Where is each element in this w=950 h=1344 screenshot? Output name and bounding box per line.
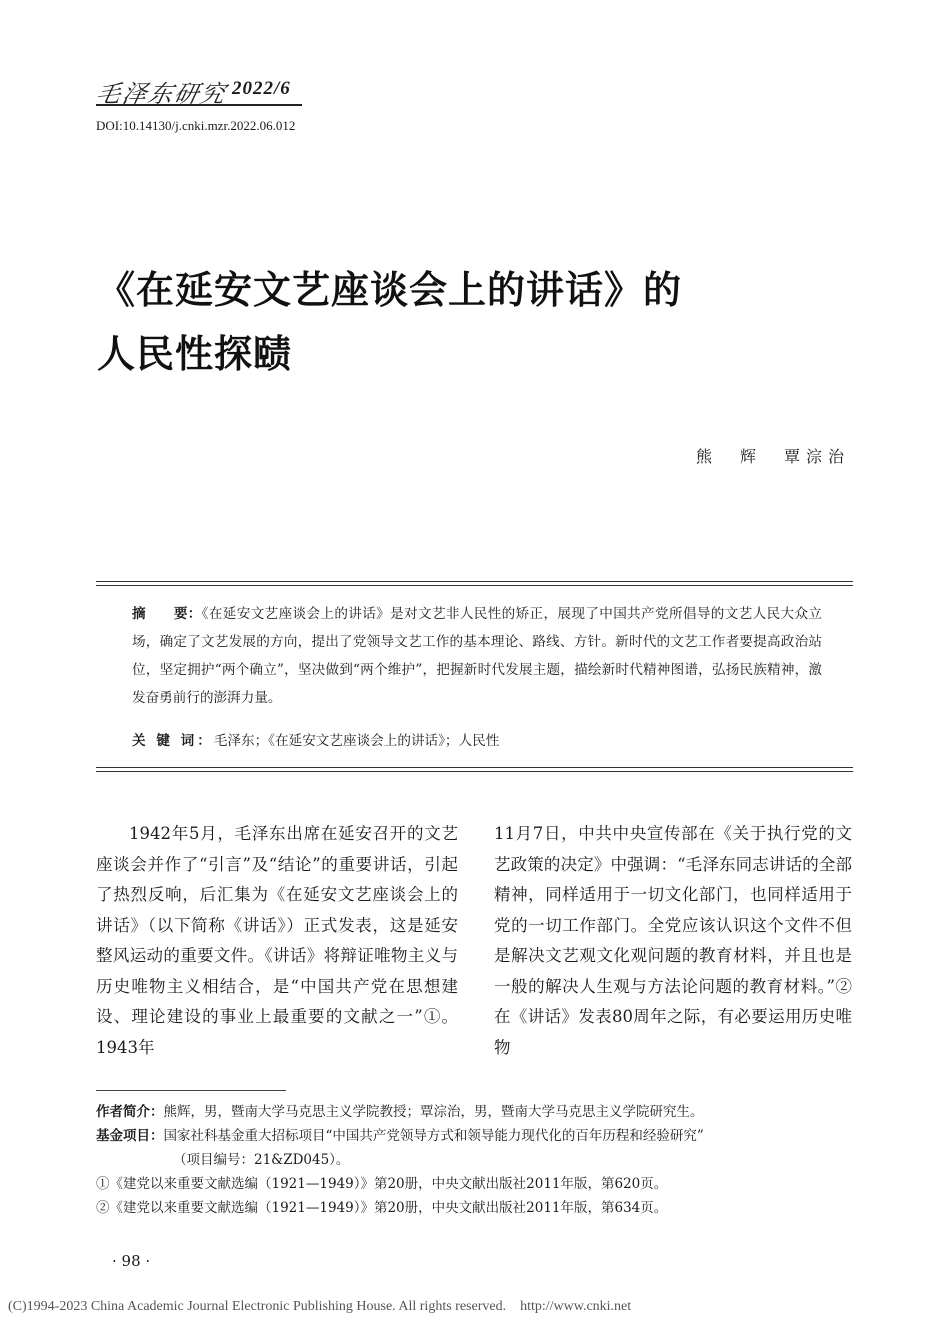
footnotes (96, 1100, 856, 1220)
journal-logo: 毛泽东研究 (93, 80, 230, 108)
copyright-text: (C)1994-2023 China Academic Journal Electronic Publishing House. All rights reserved. (8, 1299, 507, 1314)
author-1: 熊 辉 (695, 447, 762, 466)
journal-issue: 2022/6 (232, 78, 291, 99)
body-right-column: 11月7日，中共中央宣传部在《关于执行党的文艺政策的决定》中强调：“毛泽东同志讲话的全部精神，同样适用于一切文化部门，也同样适用于党的一切工作部门。全党应该认识这个文件不但是解决文艺观文化观问题的教育材料，并且也是一般的解决人生观与方法论问题的教育材料。”②在《讲话》发表80周年之际，有必要运用历史唯物 (494, 824, 852, 1057)
keywords (132, 729, 499, 749)
article-title (97, 258, 682, 386)
abstract-bottom-rule (96, 767, 853, 772)
body-left-column: 1942年5月，毛泽东出席在延安召开的文艺座谈会并作了“引言”及“结论”的重要讲话，引起了热烈反响，后汇集为《在延安文艺座谈会上的讲话》（以下简称《讲话》）正式发表，这是延安整风运动的重要文件。《讲话》将辩证唯物主义与历史唯物主义相结合，是“中国共产党在思想建设、理论建设的事业上最重要的文献之一”①。1943年 (96, 824, 458, 1057)
authors (674, 444, 850, 467)
header-rule (96, 104, 302, 106)
footnote-rule (96, 1090, 286, 1091)
footnote-1: ①《建党以来重要文献选编（1921—1949）》第20册，中央文献出版社2011年版，第620页。 (96, 1176, 668, 1192)
doi: DOI:10.14130/j.cnki.mzr.2022.06.012 (96, 118, 296, 133)
fund-info-label: 基金项目： (96, 1128, 164, 1144)
fund-info-cont: （项目编号：21&ZD045）。 (173, 1152, 350, 1168)
abstract-label: 摘 要： (132, 606, 202, 622)
keywords-text: 毛泽东；《在延安文艺座谈会上的讲话》；人民性 (213, 733, 500, 749)
abstract-text: 《在延安文艺座谈会上的讲话》是对文艺非人民性的矫正，展现了中国共产党所倡导的文艺人民大众立场，确定了文艺发展的方向，提出了党领导文艺工作的基本理论、路线、方针。新时代的文艺工作者要提高政治站位，坚定拥护“两个确立”，坚决做到“两个维护”，把握新时代发展主题，描绘新时代精神图谱，弘扬民族精神，激发奋勇前行的澎湃力量。 (132, 606, 822, 706)
cnki-link[interactable]: http://www.cnki.net (520, 1299, 632, 1314)
title-line-2: 人民性探赜 (97, 332, 293, 376)
author-info-text: 熊辉，男，暨南大学马克思主义学院教授；覃淙治，男，暨南大学马克思主义学院研究生。 (163, 1104, 704, 1120)
page-number: · 98 · (112, 1252, 151, 1270)
author-info (96, 1100, 856, 1124)
keywords-label: 关 键 词： (132, 733, 214, 749)
fund-info-text: 国家社科基金重大招标项目“中国共产党领导方式和领导能力现代化的百年历程和经验研究” (163, 1128, 704, 1144)
fund-info (96, 1124, 856, 1148)
copyright (8, 1299, 631, 1315)
abstract-top-rule (96, 581, 853, 586)
footnote-2: ②《建党以来重要文献选编（1921—1949）》第20册，中央文献出版社2011年版，第634页。 (96, 1200, 668, 1216)
author-2: 覃淙治 (783, 447, 850, 466)
author-info-label: 作者简介： (96, 1104, 164, 1120)
title-line-1: 《在延安文艺座谈会上的讲话》的 (97, 268, 683, 312)
abstract (132, 600, 822, 712)
